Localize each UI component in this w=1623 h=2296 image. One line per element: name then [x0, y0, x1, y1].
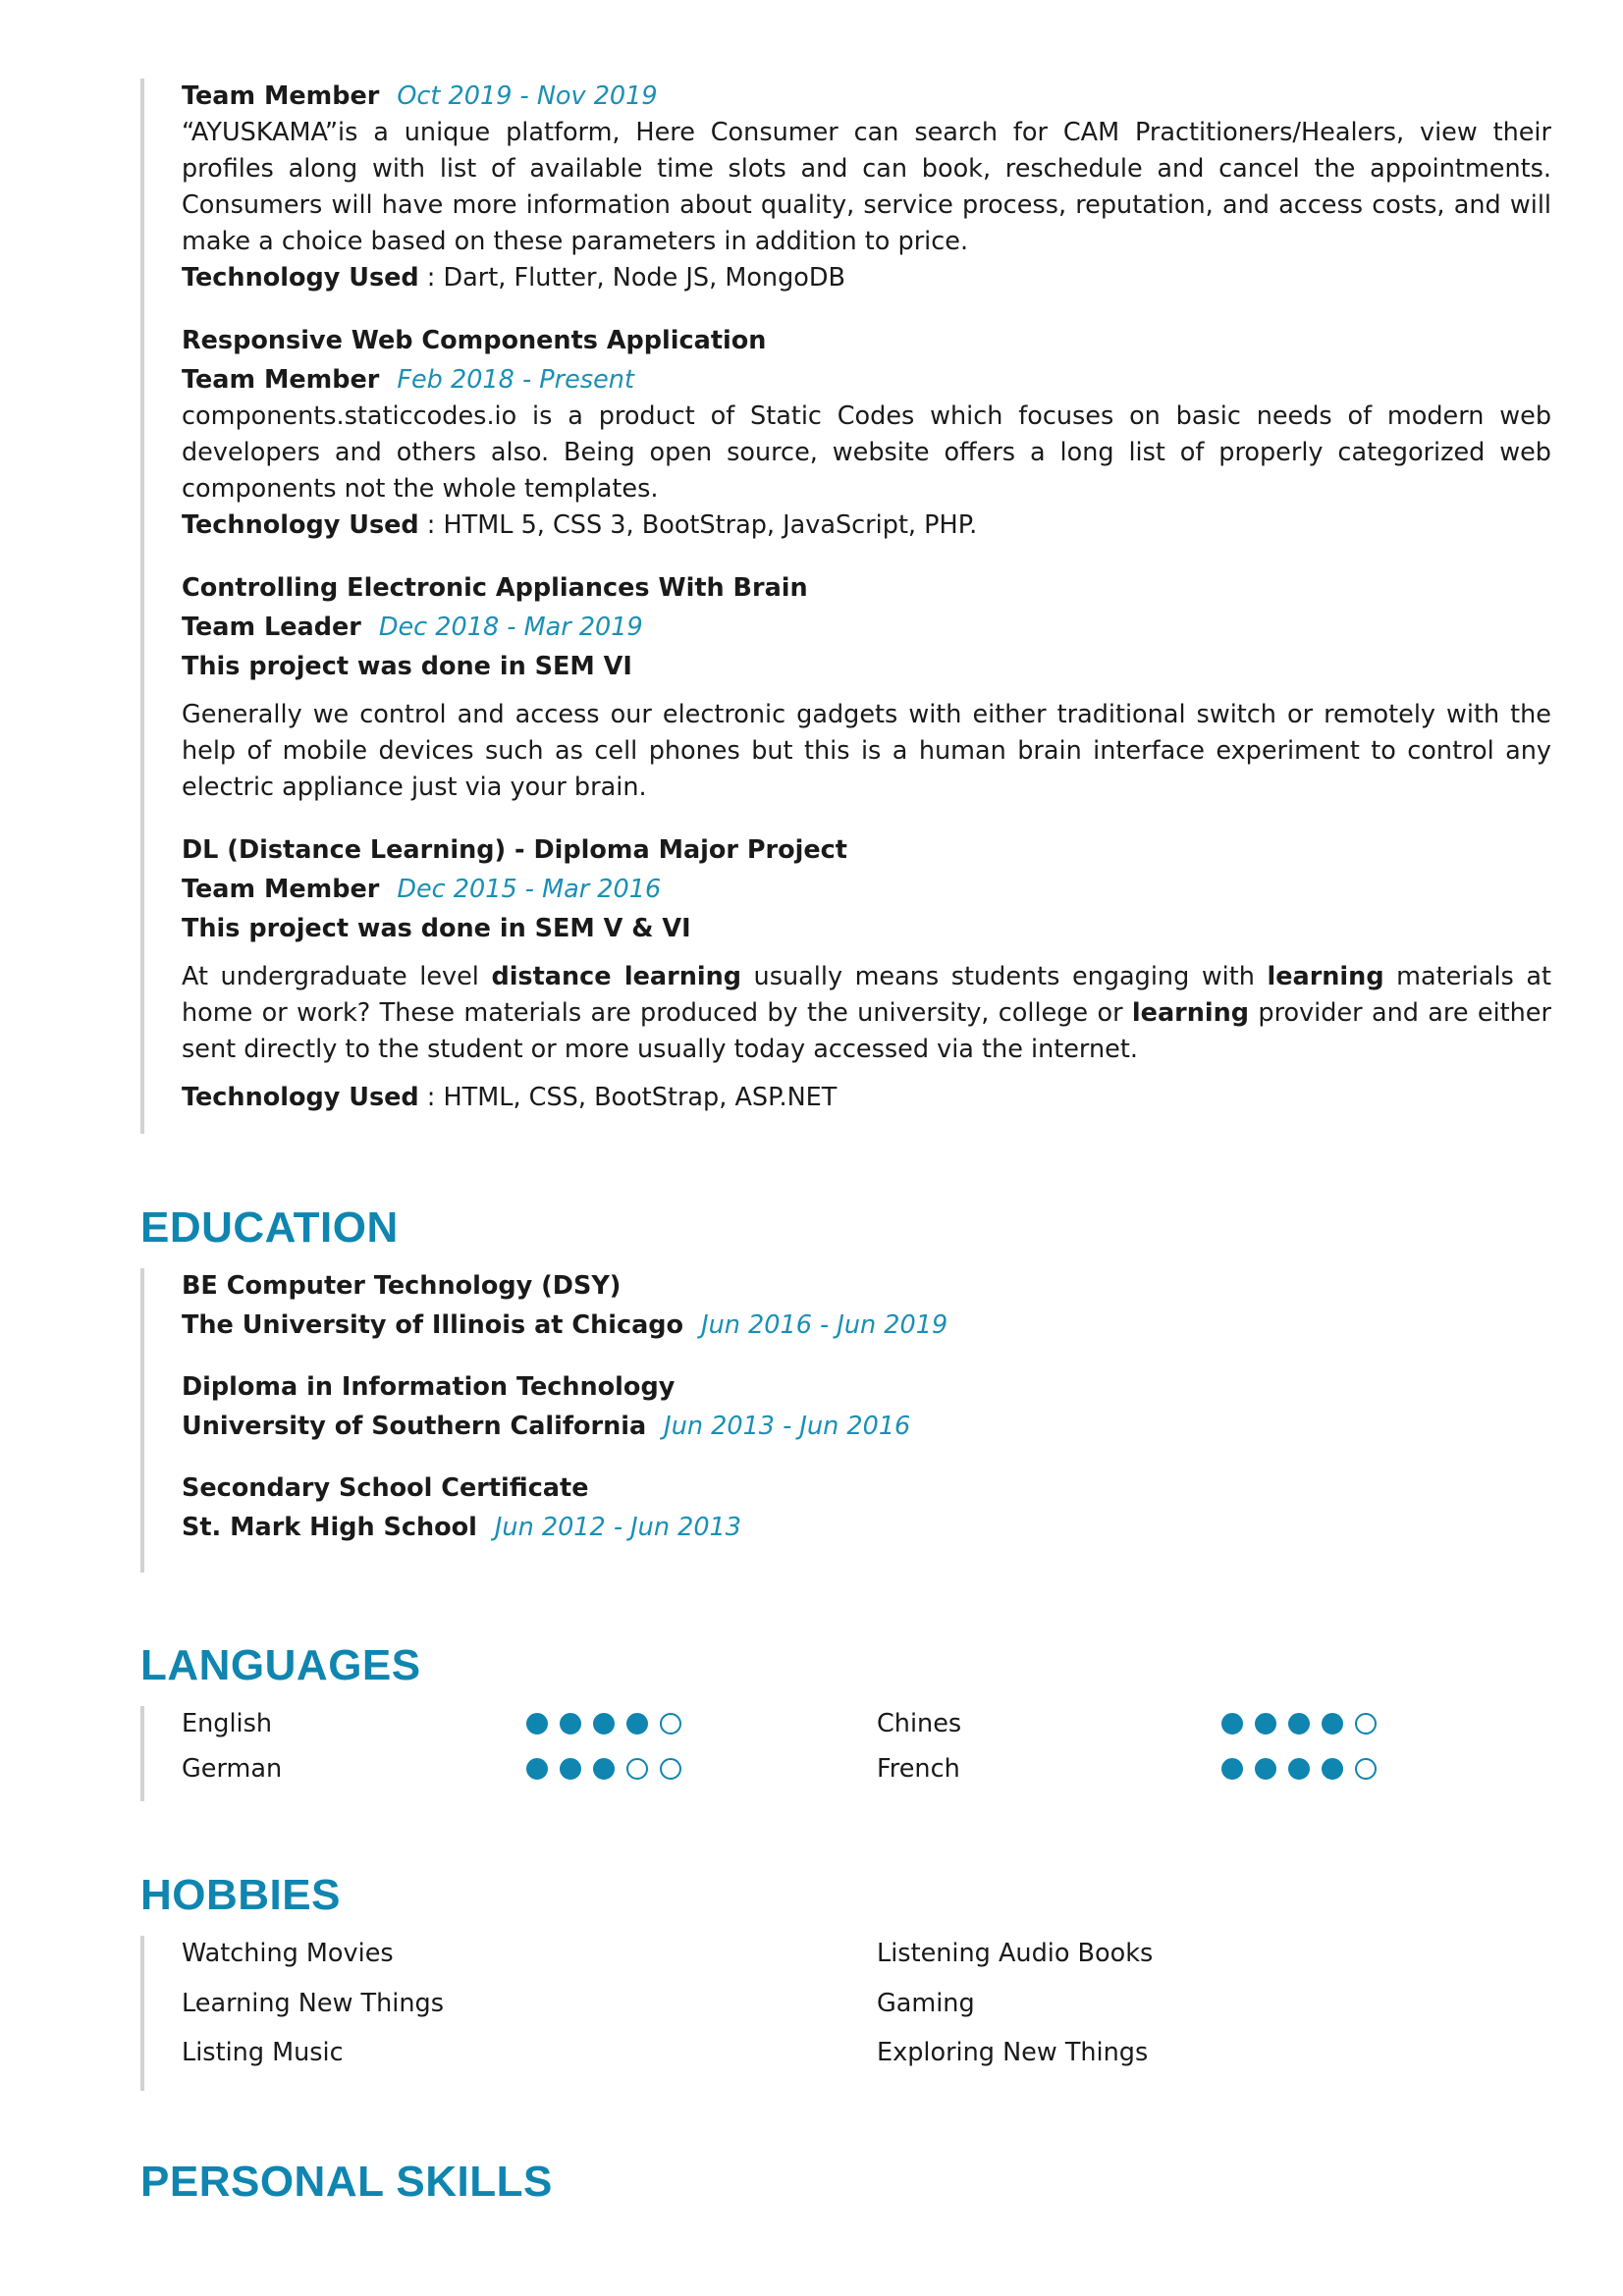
hobby-item: Listening Audio Books: [877, 1939, 1154, 1968]
rating-dot-filled: [560, 1713, 581, 1735]
school: The University of Illinois at Chicago: [182, 1310, 684, 1340]
rating-dot-filled: [593, 1758, 615, 1780]
tech-value: : Dart, Flutter, Node JS, MongoDB: [418, 263, 846, 293]
project-description: Generally we control and access our electronic gadgets with either traditional switch or remotely with the help of mobile devices such as cell phones but this is a human brain interface experiment to control any electric appliance just via your brain.: [182, 700, 1551, 802]
rating-dot-filled: [1255, 1758, 1276, 1780]
tech-label: Technology Used: [182, 1083, 419, 1112]
project-description: “AYUSKAMA”is a unique platform, Here Consumer can search for CAM Practitioners/Healers, view their profiles along with list of available time slots and can book, reschedule and cancel the appointments. Consumers will have more information about quality, service process, reputation, and access costs, and will make a choice based on these parameters in addition to price.: [182, 118, 1551, 256]
language-name: German: [182, 1754, 283, 1784]
project-role: Team Member: [182, 365, 380, 395]
rating-dot-empty: [626, 1758, 648, 1780]
project-dates: Feb 2018 - Present: [397, 365, 634, 395]
project-role: Team Member: [182, 875, 380, 904]
project-note: This project was done in SEM V & VI: [182, 914, 691, 943]
tech-value: : HTML 5, CSS 3, BootStrap, JavaScript, PHP.: [418, 510, 978, 540]
rating-dot-filled: [1288, 1713, 1310, 1735]
hobby-item: Gaming: [877, 1989, 975, 2018]
project-note: This project was done in SEM VI: [182, 652, 632, 681]
project-distance-learning: [182, 832, 1551, 1116]
school: University of Southern California: [182, 1412, 647, 1441]
desc-part: materials at home or work? These materials are produced by the university, college or: [182, 962, 1551, 1028]
hobby-item: Listing Music: [182, 2038, 344, 2067]
degree: BE Computer Technology (DSY): [182, 1271, 622, 1301]
rating-dot-filled: [1221, 1713, 1243, 1735]
language-rating: [526, 1758, 681, 1780]
rating-dot-filled: [560, 1758, 581, 1780]
hobby-item: Watching Movies: [182, 1939, 394, 1968]
project-description: [182, 959, 1551, 1068]
rating-dot-filled: [526, 1758, 548, 1780]
project-role: Team Member: [182, 81, 380, 111]
rating-dot-filled: [1322, 1758, 1343, 1780]
project-title: Controlling Electronic Appliances With Brain: [182, 573, 808, 603]
rating-dot-filled: [626, 1713, 648, 1735]
rating-dot-empty: [660, 1758, 681, 1780]
language-rating: [1221, 1758, 1377, 1780]
rating-dot-filled: [1221, 1758, 1243, 1780]
project-description: components.staticcodes.io is a product of Static Codes which focuses on basic needs of modern web developers and others also. Being open source, website offers a long list of properly categorized web components not the whole templates.: [182, 401, 1551, 504]
hobbies-heading: HOBBIES: [140, 1871, 341, 1919]
project-title: DL (Distance Learning) - Diploma Major Project: [182, 835, 847, 865]
hobby-item: Learning New Things: [182, 1989, 444, 2018]
project-ayuskama: [182, 79, 1551, 296]
desc-part: At undergraduate level: [182, 962, 492, 991]
projects-block: [140, 79, 1551, 1134]
personal-skills-heading: PERSONAL SKILLS: [140, 2158, 553, 2206]
school: St. Mark High School: [182, 1513, 477, 1542]
languages-block: [140, 1706, 1551, 1801]
desc-part: provider and are either sent directly to the student or more usually today accessed via the internet.: [182, 998, 1551, 1064]
education-dates: Jun 2016 - Jun 2019: [701, 1310, 948, 1340]
project-title: Responsive Web Components Application: [182, 326, 767, 355]
project-dates: Dec 2018 - Mar 2019: [378, 613, 643, 642]
desc-part-bold: learning: [1267, 962, 1384, 991]
education-dates: Jun 2012 - Jun 2013: [494, 1513, 742, 1542]
degree: Diploma in Information Technology: [182, 1372, 676, 1402]
hobby-item: Exploring New Things: [877, 2038, 1149, 2067]
project-role: Team Leader: [182, 613, 361, 642]
rating-dot-empty: [1355, 1713, 1377, 1735]
desc-part-bold: learning: [1131, 998, 1250, 1028]
education-item: [182, 1369, 1551, 1445]
tech-label: Technology Used: [182, 510, 419, 540]
rating-dot-filled: [1322, 1713, 1343, 1735]
language-name: Chines: [877, 1709, 962, 1738]
rating-dot-filled: [593, 1713, 615, 1735]
languages-heading: LANGUAGES: [140, 1641, 421, 1689]
language-name: English: [182, 1709, 273, 1738]
education-heading: EDUCATION: [140, 1203, 399, 1252]
degree: Secondary School Certificate: [182, 1473, 589, 1503]
education-item: [182, 1268, 1551, 1344]
hobbies-block: [140, 1936, 1551, 2091]
desc-part: usually means students engaging with: [741, 962, 1268, 991]
project-dates: Oct 2019 - Nov 2019: [397, 81, 658, 111]
language-rating: [1221, 1713, 1377, 1735]
rating-dot-filled: [1255, 1713, 1276, 1735]
tech-value: : HTML, CSS, BootStrap, ASP.NET: [418, 1083, 838, 1112]
education-item: [182, 1470, 1551, 1546]
rating-dot-empty: [1355, 1758, 1377, 1780]
rating-dot-filled: [1288, 1758, 1310, 1780]
language-rating: [526, 1713, 681, 1735]
tech-label: Technology Used: [182, 263, 419, 293]
rating-dot-filled: [526, 1713, 548, 1735]
rating-dot-empty: [660, 1713, 681, 1735]
desc-part-bold: distance learning: [491, 962, 741, 991]
education-block: [140, 1268, 1551, 1573]
project-brain-control: [182, 570, 1551, 806]
education-dates: Jun 2013 - Jun 2016: [664, 1412, 911, 1441]
language-name: French: [877, 1754, 960, 1784]
project-web-components: [182, 323, 1551, 544]
project-dates: Dec 2015 - Mar 2016: [397, 875, 662, 904]
